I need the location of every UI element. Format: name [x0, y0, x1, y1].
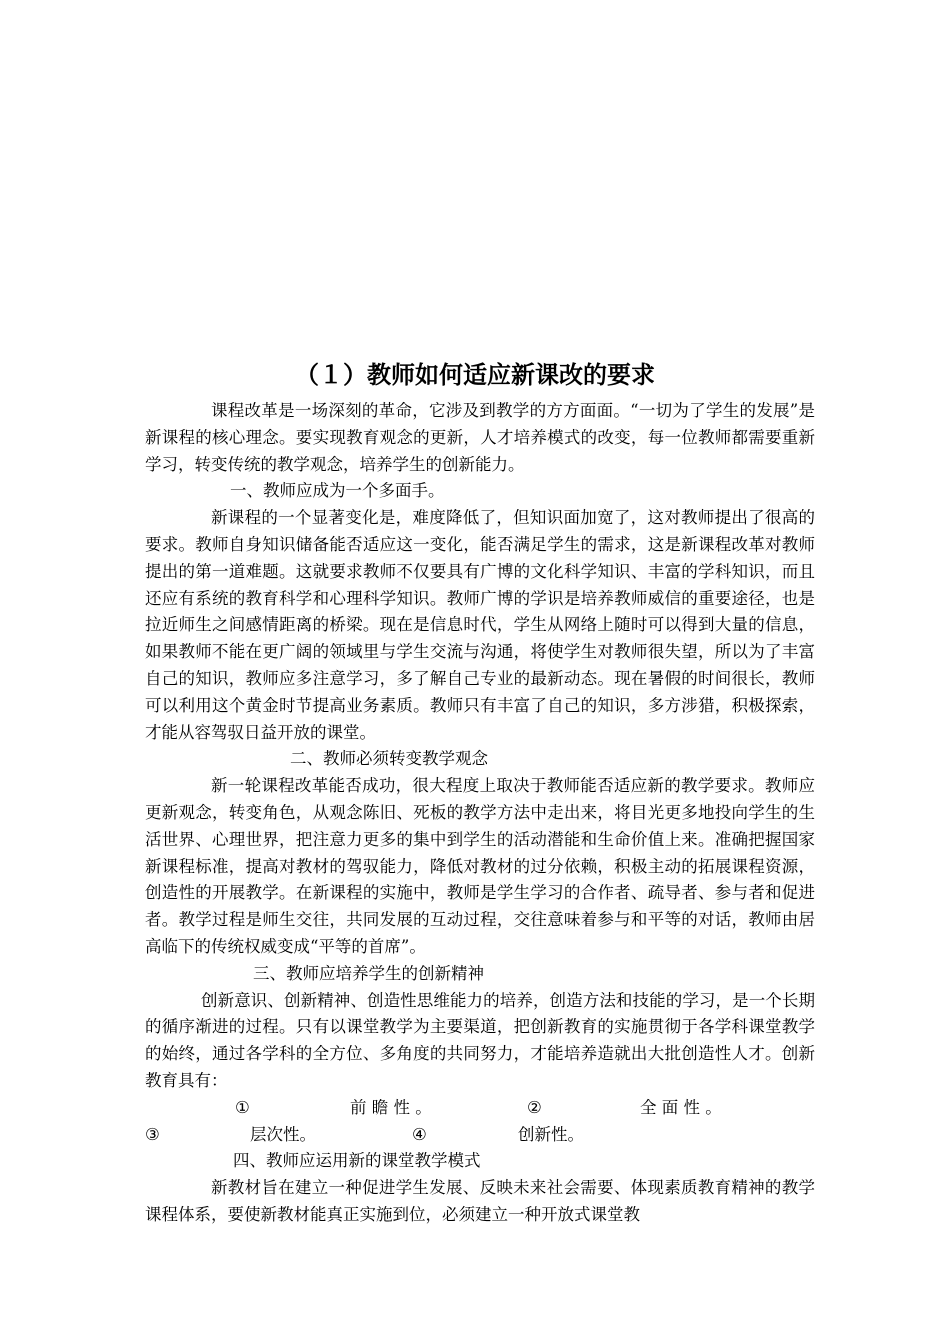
section-heading-1: 一、教师应成为一个多面手。 — [230, 481, 445, 501]
section-paragraph-2: 新一轮课程改革能否成功，很大程度上取决于教师能否适应新的教学要求。教师应更新观念，转变角色，从观念陈旧、死板的教学方法中走出来，将目光更多地投向学生的生活世界、心理世界，把注意力更多的集中到学生的活动潜能和生命价值上来。准确把握国家新课程标准，提高对教材的驾驭能力，降低对教材的过分依赖，积极主动的拓展课程资源，创造性的开展教学。在新课程的实施中，教师是学生学习的合作者、疏导者、参与者和促进者。教学过程是师生交往，共同发展的互动过程，交往意味着参与和平等的对话，教师由居高临下的传统权威变成“平等的首席”。 — [145, 776, 815, 956]
section-paragraph-1: 新课程的一个显著变化是，难度降低了，但知识面加宽了，这对教师提出了很高的要求。教师自身知识储备能否适应这一变化，能否满足学生的需求，这是新课程改革对教师提出的第一道难题。这就要求教师不仅要具有广博的文化科学知识、丰富的学科知识，而且还应有系统的教育科学和心理科学知识。教师广博的学识是培养教师威信的重要途径，也是拉近师生之间感情距离的桥梁。现在是信息时代，学生从网络上随时可以得到大量的信息，如果教师不能在更广阔的领域里与学生交流与沟通，将使学生对教师很失望，所以为了丰富自己的知识，教师应多注意学习，多了解自己专业的最新动态。现在暑假的时间很长，教师可以利用这个黄金时节提高业务素质。教师只有丰富了自己的知识，多方涉猎，积极探索，才能从容驾驭日益开放的课堂。 — [145, 508, 815, 742]
list-item: 层次性。 — [250, 1124, 316, 1144]
list-marker: ② — [527, 1097, 542, 1117]
document-body — [145, 398, 815, 1229]
list-item: 创新性。 — [518, 1124, 584, 1144]
list-item: 全 面 性 。 — [640, 1097, 722, 1117]
section-heading-4: 四、教师应运用新的课堂教学模式 — [233, 1151, 481, 1171]
section-heading-2: 二、教师必须转变教学观念 — [290, 749, 488, 769]
document-title: （１）教师如何适应新课改的要求 — [295, 361, 655, 389]
section-heading-3: 三、教师应培养学生的创新精神 — [253, 963, 484, 983]
list-item: 前 瞻 性 。 — [350, 1097, 432, 1117]
feature-list-row-2 — [145, 1122, 815, 1149]
feature-list-row-1 — [145, 1095, 815, 1122]
section-paragraph-4: 新教材旨在建立一种促进学生发展、反映未来社会需要、体现素质教育精神的教学课程体系，要使新教材能真正实施到位，必须建立一种开放式课堂教 — [145, 1178, 815, 1224]
list-marker: ③ — [145, 1124, 160, 1144]
section-paragraph-3: 创新意识、创新精神、创造性思维能力的培养，创造方法和技能的学习，是一个长期的循序渐进的过程。只有以课堂教学为主要渠道，把创新教育的实施贯彻于各学科课堂教学的始终，通过各学科的全方位、多角度的共同努力，才能培养造就出大批创造性人才。创新教育具有： — [145, 990, 815, 1090]
list-marker: ④ — [412, 1124, 427, 1144]
intro-paragraph: 课程改革是一场深刻的革命，它涉及到教学的方方面面。“一切为了学生的发展”是新课程的核心理念。要实现教育观念的更新，人才培养模式的改变，每一位教师都需要重新学习，转变传统的教学观念，培养学生的创新能力。 — [145, 401, 815, 474]
list-marker: ① — [235, 1097, 250, 1117]
